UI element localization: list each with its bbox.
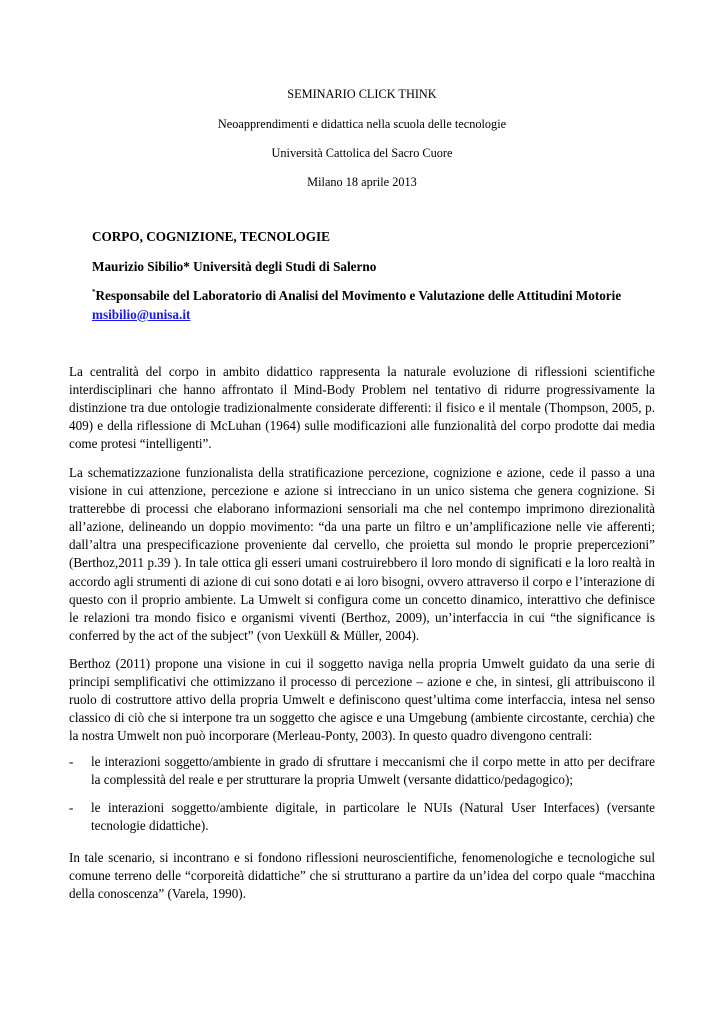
paragraph-3: Berthoz (2011) propone una visione in cui il soggetto naviga nella propria Umwelt guidato da una serie di principi semplificativi che ottimizzano il processo di percezione – azione e che, in sintesi, gli attribuiscono il ruolo di costruttore attivo della propria Umwelt e definiscono quest’ultima come interfaccia, intesa nel senso classico di ciò che si interpone tra un soggetto che agisce e una Umgebung (ambiente circostante, cerchia) che la nostra Umwelt non può incorporare (Merleau-Ponty, 2003). In questo quadro divengono centrali: [69, 656, 655, 744]
paragraph-1: La centralità del corpo in ambito didattico rappresenta la naturale evoluzione di riflessioni scientifiche interdisciplinari che hanno affrontato il Mind-Body Problem nel tentativo di ridurre progressivamente la distinzione tra due ontologie tradizionalmente considerate differenti: il fisico e il mentale (Thompson, 2005, p. 409) e della riflessione di McLuhan (1964) sulle modificazioni alle funzionalità del corpo prodotte dai media come protesi “intelligenti”. [69, 364, 655, 452]
paragraph-4: In tale scenario, si incontrano e si fondono riflessioni neuroscientifiche, fenomenologiche e tecnologiche sul comune terreno delle “corporeità didattiche” che si strutturano a partire da un’idea del corpo quale “macchina della conoscenza” (Varela, 1990). [69, 850, 655, 902]
list-item [69, 799, 655, 835]
email-link[interactable]: msibilio@unisa.it [92, 306, 191, 322]
seminar-date: Milano 18 aprile 2013 [307, 175, 417, 189]
list-dash: - [69, 754, 74, 769]
seminar-title: SEMINARIO CLICK THINK [287, 87, 437, 101]
paragraph-2: La schematizzazione funzionalista della stratificazione percezione, cognizione e azione, cede il passo a una visione in cui attenzione, percezione e azione si intrecciano in un unico sistema che genera cognizione. Si tratterebbe di processi che elaborano informazioni sensoriali ma che nel contempo imprimono direzionalità all’azione, delineando un doppio movimento: “da una parte un filtro e un’amplificazione nelle vie afferenti; dall’altra una prespecificazione proveniente dal cervello, che proietta sul mondo le proprie prepercezioni” (Berthoz,2011 p.39 ). In tale ottica gli esseri umani costruirebbero il loro mondo di significati e la loro realtà in accordo agli strumenti di azione di cui sono dotati e ai loro bisogni, ovvero attraverso il corpo e l’interazione di questo con il proprio ambiente. La Umwelt si configura come un concetto dinamico, interattivo che definisce le relazioni tra mondo fisico e organismi viventi (Berthoz, 2009), un’interfaccia in cui “the significance is conferred by the act of the subject” (von Uexküll & Müller, 2004). [69, 465, 655, 643]
university-name: Università Cattolica del Sacro Cuore [271, 146, 453, 160]
affiliation-text: Responsabile del Laboratorio di Analisi del Movimento e Valutazione delle Attitudini Motorie [95, 288, 622, 303]
affiliation-block [92, 287, 655, 324]
list-item-text: le interazioni soggetto/ambiente in grado di sfruttare i meccanismi che il corpo mette in atto per decifrare la complessità del reale e per strutturare la propria Umwelt (versante didattico/pedagogico); [91, 754, 655, 788]
footnote-marker: * [92, 288, 96, 296]
list-dash: - [69, 800, 74, 815]
list-item [69, 753, 655, 789]
author-line: Maurizio Sibilio* Università degli Studi di Salerno [92, 259, 377, 274]
paper-title: CORPO, COGNIZIONE, TECNOLOGIE [92, 229, 330, 244]
list-item-text: le interazioni soggetto/ambiente digitale, in particolare le NUIs (Natural User Interfaces) (versante tecnologie didattiche). [91, 800, 655, 834]
seminar-subtitle: Neoapprendimenti e didattica nella scuola delle tecnologie [217, 117, 507, 131]
